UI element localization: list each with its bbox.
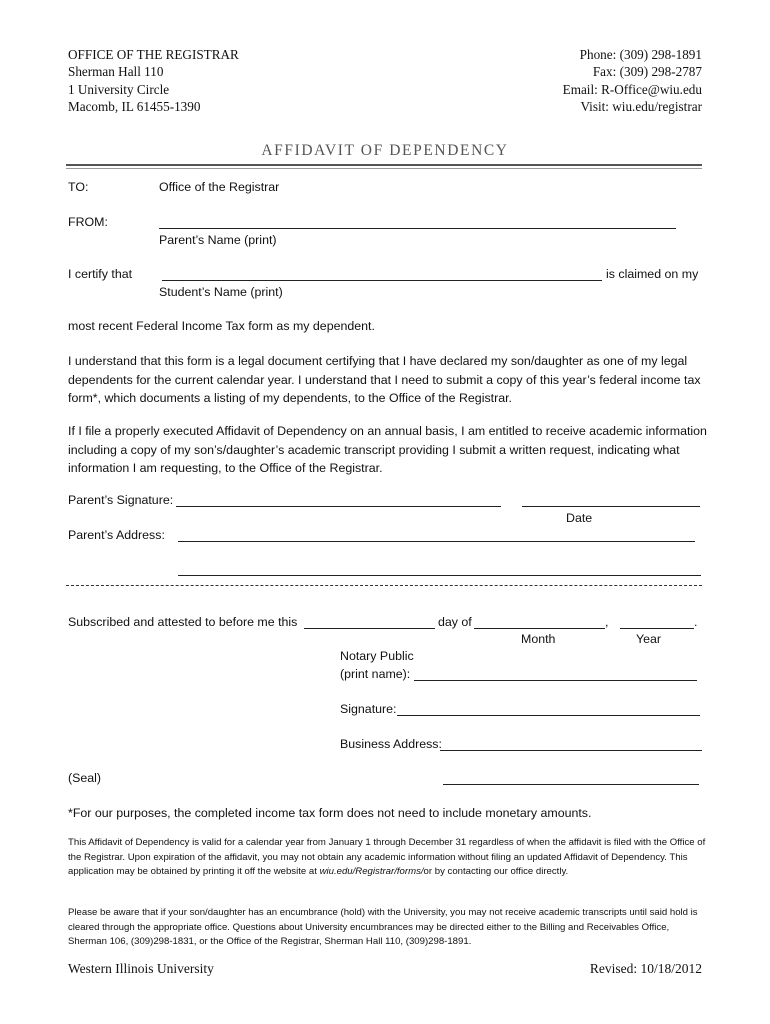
- parent-signature-field[interactable]: [176, 506, 501, 507]
- notary-day-field[interactable]: [304, 628, 435, 629]
- parent-address-field-2[interactable]: [178, 575, 701, 576]
- certify-suffix: is claimed on my: [606, 267, 699, 281]
- notary-signature-label: Signature:: [340, 702, 397, 716]
- contact-fax: Fax: (309) 298-2787: [592, 64, 702, 80]
- business-address-field-2[interactable]: [443, 784, 699, 785]
- year-caption: Year: [636, 632, 662, 646]
- registrar-address-block: [68, 46, 239, 115]
- validity-text-end: or by contacting our office directly.: [423, 866, 569, 878]
- parent-address-label: Parent’s Address:: [68, 528, 165, 542]
- parent-name-caption: Parent’s Name (print): [159, 233, 277, 247]
- business-address-field-1[interactable]: [440, 750, 702, 751]
- signature-date-caption: Date: [566, 511, 593, 525]
- month-caption: Month: [521, 632, 556, 646]
- parent-address-field-1[interactable]: [178, 541, 695, 542]
- paragraph-entitlement: If I file a properly executed Affidavit of Dependency on an annual basis, I am entitled to receive academic information including a copy of my son’s/daughter’s academic transcript providing I submit a written request, indicating what information I am requesting, to the Office of the Registrar.: [68, 424, 707, 475]
- notary-year-field[interactable]: [620, 628, 694, 629]
- office-city: Macomb, IL 61455-1390: [68, 98, 201, 114]
- notary-comma: ,: [605, 615, 609, 629]
- contact-phone: Phone: (309) 298-1891: [579, 47, 702, 62]
- notary-print-name-label: (print name):: [340, 667, 411, 681]
- day-of-label: day of: [438, 615, 472, 629]
- to-label: TO:: [68, 180, 89, 194]
- section-divider: [66, 585, 702, 586]
- parent-signature-label: Parent’s Signature:: [68, 493, 174, 507]
- paragraph-legal-document: I understand that this form is a legal document certifying that I have declared my son/daughter as one of my legal dependents for the current calendar year. I understand that I need to submit a copy of this year’s federal income tax form*, which documents a listing of my dependents, to the Office of the Registrar.: [68, 354, 701, 405]
- office-name: OFFICE OF THE REGISTRAR: [68, 47, 239, 62]
- contact-website: Visit: wiu.edu/registrar: [580, 98, 702, 114]
- footer-revised-date: Revised: 10/18/2012: [589, 961, 702, 976]
- footer-university: Western Illinois University: [68, 961, 214, 976]
- validity-notice: [68, 836, 708, 880]
- registrar-contact-block: [563, 46, 702, 115]
- certify-label: I certify that: [68, 267, 133, 281]
- notary-public-label: Notary Public: [340, 649, 414, 663]
- to-value: Office of the Registrar: [159, 180, 280, 194]
- parent-name-field[interactable]: [159, 228, 676, 229]
- notary-month-field[interactable]: [474, 628, 605, 629]
- contact-email: Email: R-Office@wiu.edu: [562, 81, 702, 97]
- notary-signature-field[interactable]: [397, 715, 700, 716]
- student-name-caption: Student’s Name (print): [159, 285, 283, 299]
- student-name-field[interactable]: [162, 280, 602, 281]
- seal-label: (Seal): [68, 771, 102, 785]
- title-divider-thin: [66, 168, 702, 169]
- subscribed-label: Subscribed and attested to before me this: [68, 615, 298, 629]
- forms-link[interactable]: wiu.edu/Registrar/forms/: [319, 866, 424, 878]
- footnote: *For our purposes, the completed income tax form does not need to include monetary amounts.: [68, 806, 592, 820]
- paragraph-dependent: most recent Federal Income Tax form as my dependent.: [68, 319, 375, 333]
- office-street: 1 University Circle: [68, 81, 170, 97]
- office-building: Sherman Hall 110: [68, 64, 164, 80]
- notary-period: .: [694, 615, 698, 629]
- validity-text: This Affidavit of Dependency is valid for a calendar year from January 1 through December 31 regardless of when the affidavit is filed with the Office of the Registrar. Upon expiration of the affidavit, you may not obtain any academic information without filing an updated Affidavit of Dependency. This application may be obtained by printing it off the website at: [68, 837, 706, 878]
- business-address-label: Business Address:: [340, 737, 442, 751]
- signature-date-field[interactable]: [522, 506, 700, 507]
- title-divider: [66, 164, 702, 166]
- encumbrance-notice: Please be aware that if your son/daughter has an encumbrance (hold) with the University, you may not receive academic transcripts until said hold is cleared through the appropriate office. Questions about University encumbrances may be directed either to the Billing and Receivables Office, Sherman 106, (309)298-1831, or the Office of the Registrar, Sherman Hall 110, (309)298-1891.: [68, 907, 698, 948]
- notary-print-name-field[interactable]: [414, 680, 697, 681]
- document-title: AFFIDAVIT OF DEPENDENCY: [261, 142, 509, 159]
- from-label: FROM:: [68, 215, 108, 229]
